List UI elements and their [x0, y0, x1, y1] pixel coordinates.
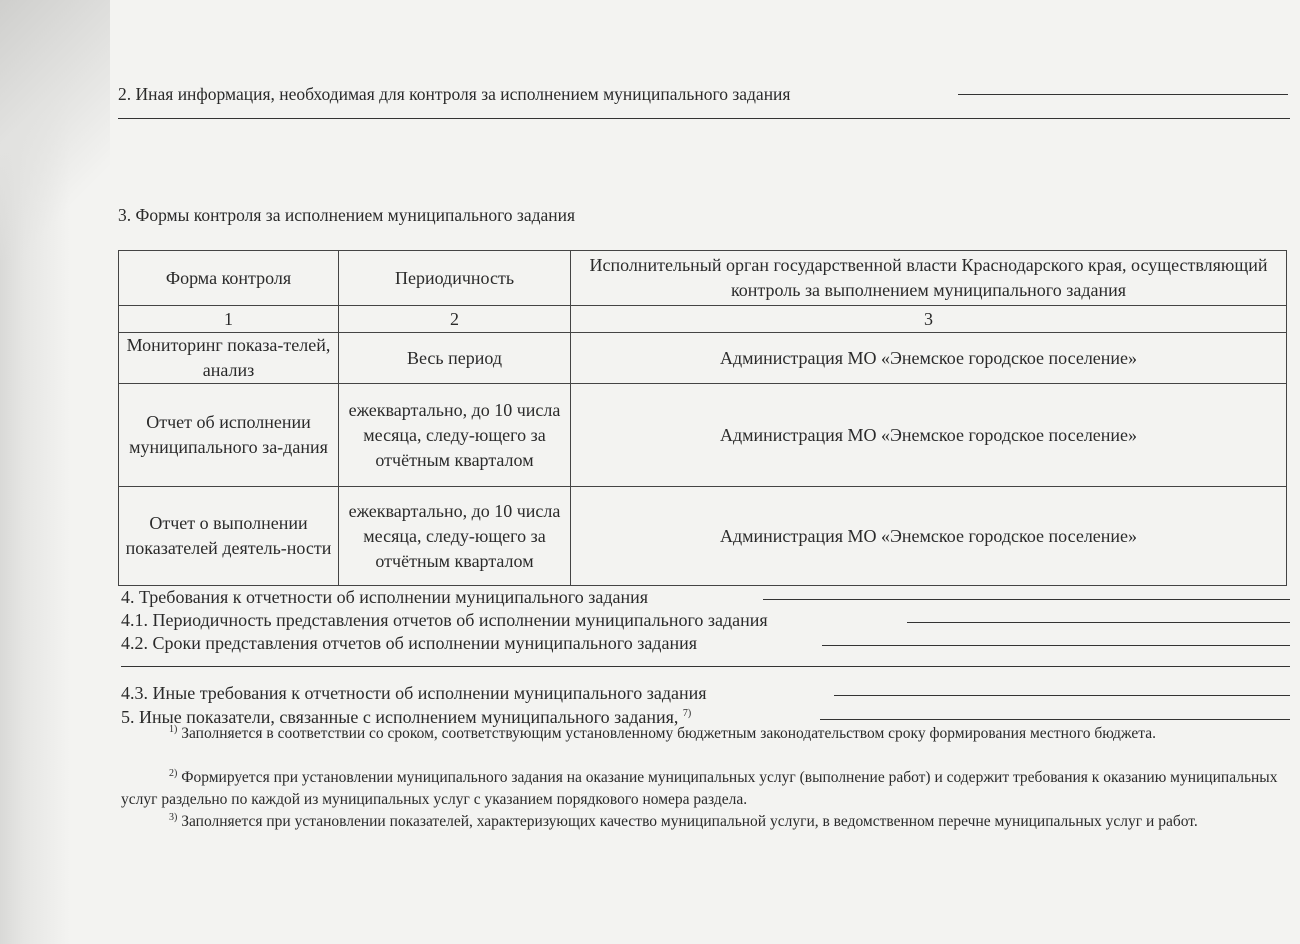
footnote-3 [121, 807, 1289, 833]
table-row [119, 333, 1287, 384]
requirement-4-2-fill-line-2 [121, 666, 1290, 667]
footnote-2 [121, 763, 1289, 811]
column-number: 1 [119, 306, 339, 333]
column-number-row [119, 306, 1287, 333]
control-forms-table [118, 250, 1287, 586]
section-2-fill-line [958, 94, 1288, 95]
requirement-4-1-fill-line [907, 622, 1290, 623]
folded-corner [0, 0, 110, 260]
column-number: 2 [339, 306, 571, 333]
table-row [119, 487, 1287, 586]
requirement-4-3: 4.3. Иные требования к отчетности об исполнении муниципального задания [121, 683, 707, 703]
footnote-1-text: Заполняется в соответствии со сроком, соответствующим установленному бюджетным законодательством сроку формирования местного бюджета. [181, 725, 1156, 743]
footnote-3-mark: 3) [169, 812, 178, 823]
executive-body-cell: Администрация МО «Энемское городское поселение» [571, 384, 1287, 487]
header-periodicity: Периодичность [339, 251, 571, 306]
periodicity-cell: Весь период [339, 333, 571, 384]
footnote-2-mark: 2) [169, 768, 178, 779]
footnote-ref: 7) [682, 708, 692, 719]
section-2-label: 2. Иная информация, необходимая для контроля за исполнением муниципального задания [118, 84, 791, 104]
control-form-cell: Мониторинг показа-телей, анализ [119, 333, 339, 384]
requirement-4-3-fill-line [834, 695, 1290, 696]
requirement-4-2: 4.2. Сроки представления отчетов об исполнении муниципального задания [121, 633, 697, 653]
periodicity-cell: ежеквартально, до 10 числа месяца, следу-ющего за отчётным кварталом [339, 384, 571, 487]
requirement-4-2-fill-line [822, 645, 1290, 646]
executive-body-cell: Администрация МО «Энемское городское поселение» [571, 487, 1287, 586]
header-executive-body: Исполнительный орган государственной власти Краснодарского края, осуществляющий контроль за выполнением муниципального задания [571, 251, 1287, 306]
section-2-fill-line-2 [118, 118, 1290, 119]
footnote-1 [121, 719, 1289, 745]
footnote-1-mark: 1) [169, 724, 178, 735]
section-3-title: 3. Формы контроля за исполнением муниципального задания [118, 205, 576, 225]
column-number: 3 [571, 306, 1287, 333]
header-control-form: Форма контроля [119, 251, 339, 306]
control-form-cell: Отчет об исполнении муниципального за-дания [119, 384, 339, 487]
requirement-4: 4. Требования к отчетности об исполнении муниципального задания [121, 587, 649, 607]
footnote-3-text: Заполняется при установлении показателей, характеризующих качество муниципальной услуги, в ведомственном перечне муниципальных услуг и работ. [181, 813, 1198, 831]
footnote-2-text: Формируется при установлении муниципального задания на оказание муниципальных услуг (выполнение работ) и содержит требования к оказанию муниципальных услуг раздельно по каждой из муниципальных услуг с указанием порядкового номера раздела. [121, 769, 1278, 809]
periodicity-cell: ежеквартально, до 10 числа месяца, следу-ющего за отчётным кварталом [339, 487, 571, 586]
requirement-4-1: 4.1. Периодичность представления отчетов об исполнении муниципального задания [121, 610, 768, 630]
table-row [119, 384, 1287, 487]
requirement-5-text: 5. Иные показатели, связанные с исполнением муниципального задания, [121, 707, 679, 727]
control-form-cell: Отчет о выполнении показателей деятель-ности [119, 487, 339, 586]
executive-body-cell: Администрация МО «Энемское городское поселение» [571, 333, 1287, 384]
requirement-4-fill-line [763, 599, 1290, 600]
table-header-row [119, 251, 1287, 306]
